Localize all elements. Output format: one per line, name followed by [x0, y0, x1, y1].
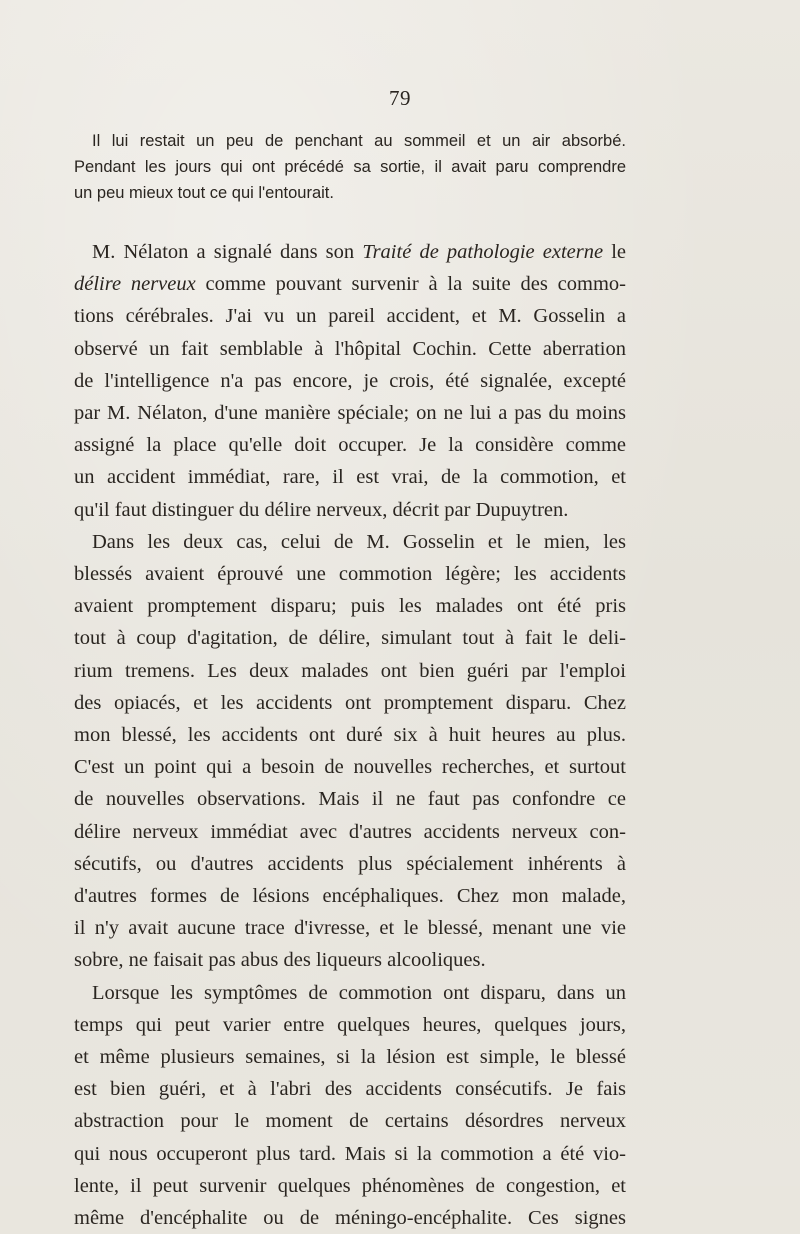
- text-line: blessés avaient éprouvé une commotion légère; les accidents: [74, 563, 626, 586]
- text-line: abstraction pour le moment de certains désordres nerveux: [74, 1110, 626, 1133]
- text-line: de nouvelles observations. Mais il ne faut pas confondre ce: [74, 788, 626, 811]
- text-line: même d'encéphalite ou de méningo-encéphalite. Ces signes: [74, 1207, 626, 1230]
- text-line: rium tremens. Les deux malades ont bien guéri par l'emploi: [74, 659, 626, 682]
- text-line: tout à coup d'agitation, de délire, simulant tout à fait le deli-: [74, 627, 626, 650]
- text-line: C'est un point qui a besoin de nouvelles recherches, et surtout: [74, 756, 626, 779]
- text-line: d'autres formes de lésions encéphaliques. Chez mon malade,: [74, 885, 626, 908]
- text-run: M. Nélaton a signalé dans son: [92, 241, 363, 263]
- text-run: comme pouvant survenir à la suite des commo-: [195, 273, 626, 296]
- text-line: lente, il peut survenir quelques phénomènes de congestion, et: [74, 1174, 626, 1197]
- text-line: est bien guéri, et à l'abri des accidents consécutifs. Je fais: [74, 1078, 626, 1101]
- paragraph-deux-cas: [74, 526, 626, 977]
- text-line: des opiacés, et les accidents ont promptement disparu. Chez: [74, 691, 626, 714]
- text-line: il n'y avait aucune trace d'ivresse, et le blessé, menant une vie: [74, 917, 626, 940]
- text-line: avaient promptement disparu; puis les malades ont été pris: [74, 595, 626, 618]
- text-line: Il lui restait un peu de penchant au sommeil et un air absorbé.: [92, 132, 626, 150]
- text-line: un peu mieux tout ce qui l'entourait.: [74, 184, 334, 202]
- text-line: sécutifs, ou d'autres accidents plus spécialement inhérents à: [74, 852, 626, 875]
- text-line: et même plusieurs semaines, si la lésion est simple, le blessé: [74, 1046, 626, 1069]
- text-line: qui nous occuperont plus tard. Mais si la commotion a été vio-: [74, 1142, 626, 1165]
- text-line: sobre, ne faisait pas abus des liqueurs alcooliques.: [74, 949, 486, 972]
- text-line: qu'il faut distinguer du délire nerveux, décrit par Dupuytren.: [74, 498, 569, 521]
- book-title: Traité de pathologie externe: [362, 241, 604, 263]
- text-run: le: [603, 241, 627, 263]
- small-print-paragraph: [74, 128, 626, 206]
- text-line: Dans les deux cas, celui de M. Gosselin et le mien, les: [92, 530, 626, 553]
- text-line: un accident immédiat, rare, il est vrai, de la commotion, et: [74, 466, 626, 489]
- page-number: 79: [389, 86, 411, 110]
- text-line: mon blessé, les accidents ont duré six à huit heures au plus.: [74, 724, 626, 747]
- text-line: de l'intelligence n'a pas encore, je crois, été signalée, excepté: [74, 369, 626, 392]
- text-line: [74, 268, 626, 300]
- text-line: [74, 236, 626, 268]
- main-text: [74, 236, 626, 1234]
- text-line: Lorsque les symptômes de commotion ont disparu, dans un: [92, 981, 626, 1004]
- text-line: par M. Nélaton, d'une manière spéciale; on ne lui a pas du moins: [74, 402, 626, 425]
- paragraph-nelaton: [74, 236, 626, 526]
- text-line: assigné la place qu'elle doit occuper. Je la considère comme: [74, 434, 626, 457]
- text-line: tions cérébrales. J'ai vu un pareil accident, et M. Gosselin a: [74, 305, 626, 328]
- text-line: délire nerveux immédiat avec d'autres accidents nerveux con-: [74, 820, 626, 843]
- text-line: temps qui peut varier entre quelques heures, quelques jours,: [74, 1013, 626, 1036]
- text-line: Pendant les jours qui ont précédé sa sortie, il avait paru comprendre: [74, 158, 626, 176]
- text-line: observé un fait semblable à l'hôpital Cochin. Cette aberration: [74, 337, 626, 360]
- paragraph-symptomes: [74, 977, 626, 1234]
- italic-term: délire nerveux: [74, 273, 196, 296]
